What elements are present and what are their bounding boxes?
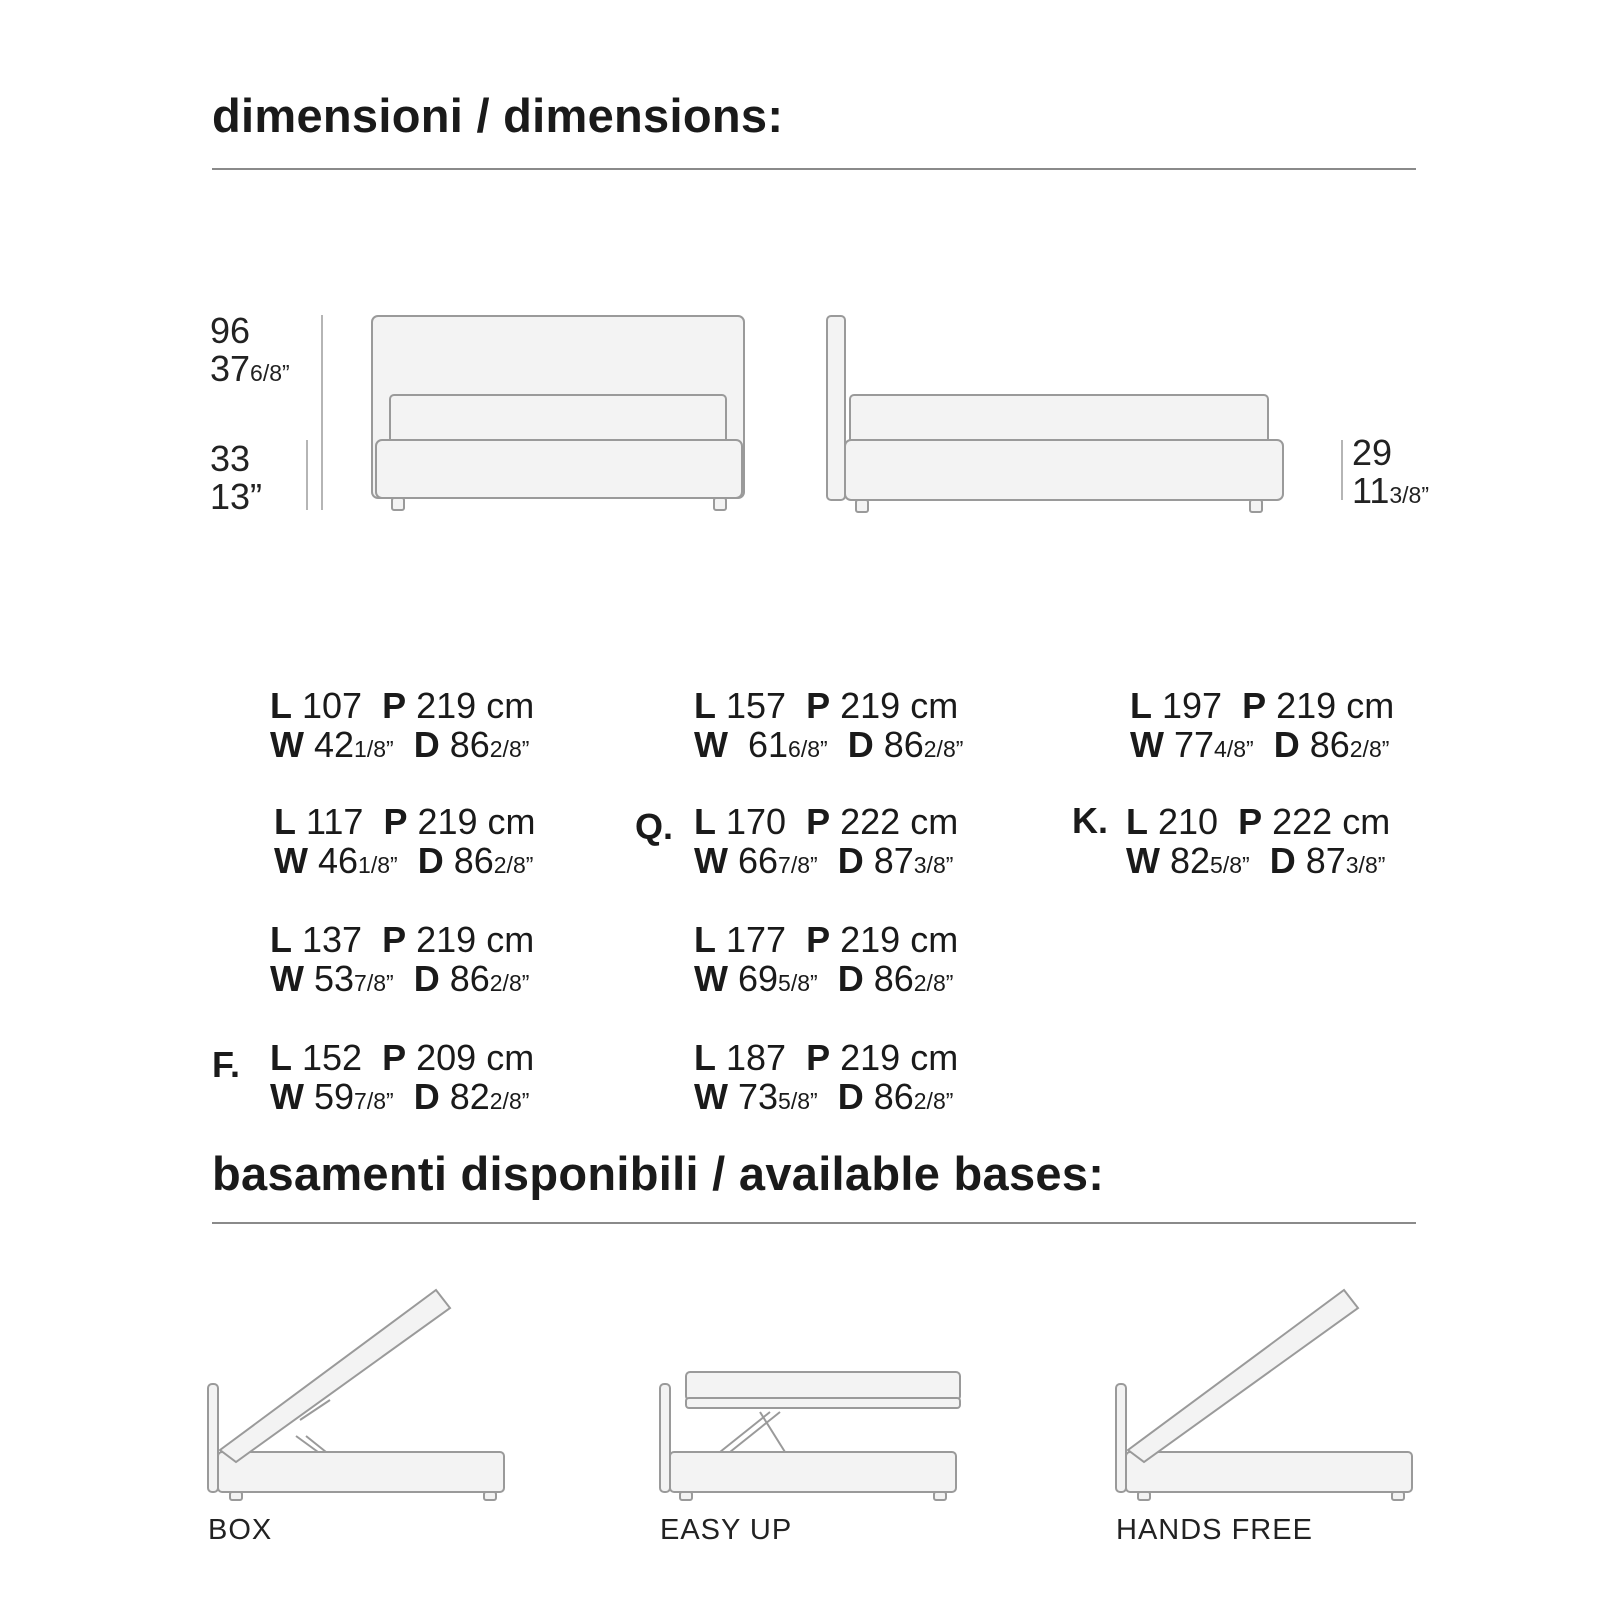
base-label-hands-free: HANDS FREE xyxy=(1116,1514,1313,1546)
size-spec-152: L 152 P 209 cm W 597/8” D 822/8” xyxy=(270,1037,535,1117)
height-low-cm: 33 xyxy=(210,438,251,479)
size-tag-q: Q. xyxy=(635,806,674,847)
bases-heading: basamenti disponibili / available bases: xyxy=(212,1147,1105,1200)
height-total-cm: 96 xyxy=(210,310,251,351)
size-spec-157: L 157 P 219 cm W 616/8” D 862/8” xyxy=(694,685,964,765)
size-spec-210: L 210 P 222 cm W 825/8” D 873/8” xyxy=(1126,801,1391,881)
height-right-cm: 29 xyxy=(1352,432,1393,473)
easy-up-base-drawing xyxy=(660,1372,960,1500)
size-spec-107: L 107 P 219 cm W 421/8” D 862/8” xyxy=(270,685,535,765)
height-total-in: 376/8” xyxy=(210,348,290,389)
size-spec-170: L 170 P 222 cm W 667/8” D 873/8” xyxy=(694,801,959,881)
size-spec-137: L 137 P 219 cm W 537/8” D 862/8” xyxy=(270,919,535,999)
height-right-label xyxy=(1352,434,1429,514)
bed-side-view xyxy=(827,316,1283,512)
base-label-box: BOX xyxy=(208,1514,273,1546)
box-base-drawing xyxy=(208,1290,504,1500)
height-low-in: 13” xyxy=(210,476,263,517)
size-spec-177: L 177 P 219 cm W 695/8” D 862/8” xyxy=(694,919,959,999)
dimensions-heading: dimensioni / dimensions: xyxy=(212,89,784,142)
hands-free-base-drawing xyxy=(1116,1290,1412,1500)
height-low-label xyxy=(210,440,262,516)
size-spec-197: L 197 P 219 cm W 774/8” D 862/8” xyxy=(1130,685,1395,765)
bed-front-view xyxy=(372,316,744,510)
height-total-label xyxy=(210,312,290,392)
size-spec-117: L 117 P 219 cm W 461/8” D 862/8” xyxy=(274,801,536,881)
base-label-easy-up: EASY UP xyxy=(660,1514,793,1546)
size-tag-f: F. xyxy=(212,1044,241,1085)
height-right-in: 113/8” xyxy=(1352,470,1430,511)
size-spec-187: L 187 P 219 cm W 735/8” D 862/8” xyxy=(694,1037,959,1117)
size-tag-k: K. xyxy=(1072,800,1108,841)
